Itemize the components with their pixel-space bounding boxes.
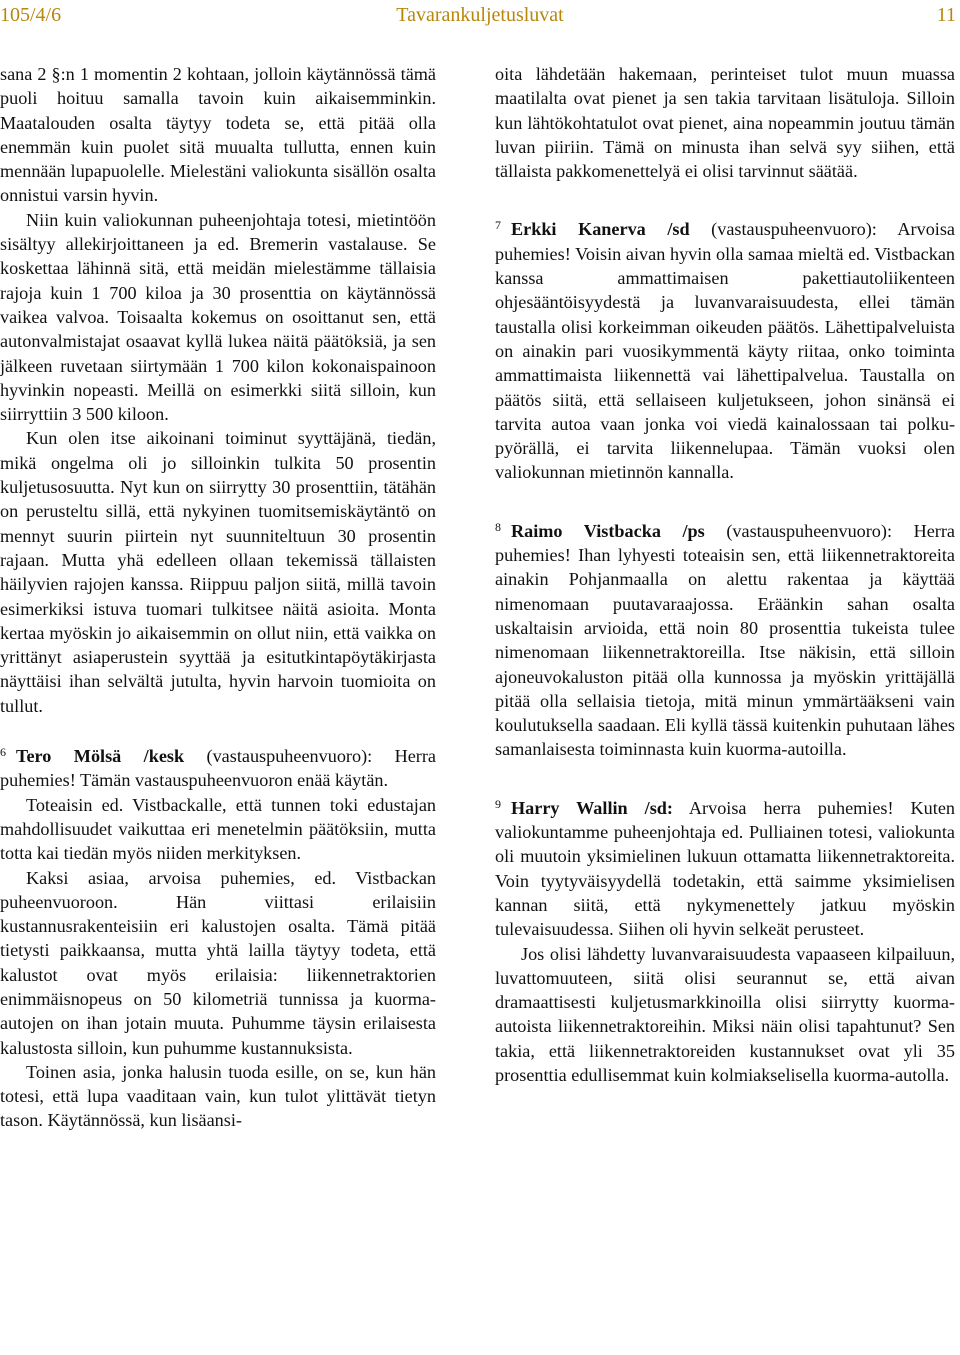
- speaker-name: Harry Wallin /sd:: [511, 797, 673, 818]
- left-column: [0, 62, 436, 1133]
- speech-text: (vastauspuheenvuoro): Herra puhemies! Tämän vastauspuheenvuoron enää käytän.: [0, 746, 436, 791]
- speech-entry-9: [495, 792, 955, 942]
- page-header: [0, 0, 960, 30]
- speech-entry-8: [495, 515, 955, 762]
- speech-number: 7: [495, 218, 501, 233]
- speech-number: 8: [495, 519, 501, 534]
- paragraph: Niin kuin valiokunnan puheenjohtaja totesi, mietintöön sisältyy allekirjoittaneen ja ed. Bremerin vastalause. Se koskettaa lähinnä sitä, että meidän mielestämme tällaisia rajoja kuin 1 700 kiloa ja 30 prosenttia on käytännössä vaikea valvoa. Toisaalta kokemus on osoittanut sen, että autonvalmistajat osaavat kyllä lukea näitä päätöksiä, ja sen jälkeen ruvetaan siirtymään 1 700 kilon kokonaispainoon hyvinkin nopeasti. Meillä on esimerkki siitä silloin, kun siirryttiin 3 500 kiloon.: [0, 209, 436, 425]
- speech-entry-7: [495, 213, 955, 484]
- paragraph: Toinen asia, jonka halusin tuoda esille, on se, kun hän totesi, että lupa vaaditaan vain, kun tulot ylittävät tietyn tason. Käytännössä, kun lisäansi-: [0, 1061, 436, 1131]
- speaker-name: Raimo Vistbacka /ps: [511, 520, 705, 541]
- paragraph: Jos olisi lähdetty luvanvaraisuudesta vapaaseen kilpailuun, luvattomuuteen, siitä olisi seurannut se, että aivan dramaattisesti kuljetusmarkkinoilla olisi siirrytty kuorma-autoista liikennetraktoreihin. Miksi näin olisi tapahtunut? Sen takia, että liikennetraktoreiden kustannukset ovat yli 35 prosenttia edullisemmat kuin kolmiakselisella kuorma-autolla.: [495, 943, 955, 1085]
- paragraph: oita lähdetään hakemaan, perinteiset tulot muun muassa maatilalta ovat pienet ja sen takia tarvitaan lisätuloja. Silloin kun lähtökohtatulot ovat pienet, aina nopeammin joutuu tämän luvan piiriin. Tämä on minusta ihan selvä syy siihen, että tällaista pakkomenettelyä ei olisi tarvinnut säätää.: [495, 64, 955, 182]
- speech-text: (vastauspuheenvuoro): Herra puhemies! Ihan lyhyesti toteaisin sen, että liikennetraktoreita ainakin Pohjanmaalla on alettu rakentaa ja käyttää nimenomaan puutavaraajossa. Eräänkin sahan osalta uskaltaisin arvioida, että noin 80 prosenttia tukeista tulee nimenomaan liikennetraktoreilla. Itse näkisin, että silloin ajoneuvokaluston pitää olla kunnossa ja myöskin yrittäjällä pitää olla sellaisia tietoja, mitä minun ymmärtääkseni vain koulutuksella saadaan. Eli kyllä tässä kuitenkin puhutaan lähes samanlaisesta toiminnasta kuin kuorma-autoilla.: [495, 520, 955, 760]
- right-column: [495, 62, 955, 1087]
- speaker-name: Tero Mölsä /kesk: [16, 746, 185, 767]
- speech-entry-6: [0, 740, 436, 793]
- page-number: 11: [936, 4, 956, 26]
- speech-number: 6: [0, 745, 6, 760]
- speech-text: Arvoisa herra puhemies! Kuten valiokuntamme puheenjohtaja ed. Pulliainen totesi, valiokunta oli muutoin yksimielinen lukuun ottamatta liikennetraktoreita. Voin tyytyväisyydellä todetakin, että saimme yksimielisen kannan siitä, että nykymenettely jatkuu myöskin tulevaisuudessa. Siihen oli hyvin selkeät perusteet.: [495, 797, 955, 940]
- speech-text: (vastauspuheenvuoro): Arvoisa puhemies! Voisin aivan hyvin olla samaa mieltä ed. Vistbackan kanssa ammattimaisen pakettiautoliikenteen ohjesääntöisyydestä ja luvanvaraisuudesta, ellei tämän taustalla olisi korkeimman oikeuden päätös. Lähettipalveluista on ainakin pari vuosikymmentä käyty riitaa, onko toiminta ammattimaista liikennettä vai lähettipalvelua. Taustalla on päätös siitä, että sellaiseen kuljetukseen, johon sinänsä ei tarvita autoa vaan jonka voi viedä kainalossaan tai polkupyörällä, ei tarvita liikennelupaa. Tämän vuoksi olen valiokunnan mietinnön kannalla.: [495, 219, 955, 483]
- paragraph: Kaksi asiaa, arvoisa puhemies, ed. Vistbackan puheenvuoroon. Hän viittasi erilaisiin kustannusrakenteisiin eri kalustojen osalta. Tämä pitää tietysti paikkaansa, mutta yhtä lailla täytyy todeta, että kalustot ovat myös erilaisia: liikennetraktorien enimmäisnopeus on 50 kilometriä tunnissa ja kuorma-autojen on ihan jotain muuta. Puhumme täysin erilaisesta kalustosta silloin, kun puhumme kustannuksista.: [0, 867, 436, 1058]
- running-title: Tavarankuljetusluvat: [396, 4, 564, 26]
- paragraph: Kun olen itse aikoinani toiminut syyttäjänä, tiedän, mikä ongelma oli jo silloinkin tulkita 50 prosentin kuljetusosuutta. Nyt kun on siirrytty 30 prosenttiin, tätähän on perusteltu sillä, että nykyinen tuomitsemiskäytäntö on mennyt suurin piirtein nyt suunniteltuun 30 prosentin rajaan. Mutta yhä edelleen ollaan tekemissä tällaisten häilyvien rajojen kanssa. Riippuu paljon siitä, millä tavoin esimerkiksi istuva tuomari tulkitsee näitä asioita. Monta kertaa myöskin jo aikaisemmin on ollut niin, että vaikka on yrittänyt asiaperustein syyttää ja esitutkintapöytäkirjasta näyttäisi ihan selvältä jutulta, hyvin harvoin tuomioita on tullut.: [0, 428, 436, 716]
- paragraph: sana 2 §:n 1 momentin 2 kohtaan, jolloin käytännössä tämä puoli hoituu samalla tavoin kuin aikaisemminkin. Maatalouden osalta täytyy todeta se, että pitää olla enemmän kuin puolet sitä muualta tullutta, ennen kuin mennään lupapuolelle. Mielestäni valiokunta sisällön osalta onnistui varsin hyvin.: [0, 64, 436, 206]
- speaker-name: Erkki Kanerva /sd: [511, 219, 690, 240]
- speech-number: 9: [495, 796, 501, 811]
- paragraph: Toteaisin ed. Vistbackalle, että tunnen toki edustajan mahdollisuudet vaikuttaa eri menetelmin päätöksiin, mutta totta kai tiedän myös niiden merkityksen.: [0, 794, 436, 864]
- document-reference: 105/4/6: [0, 4, 62, 26]
